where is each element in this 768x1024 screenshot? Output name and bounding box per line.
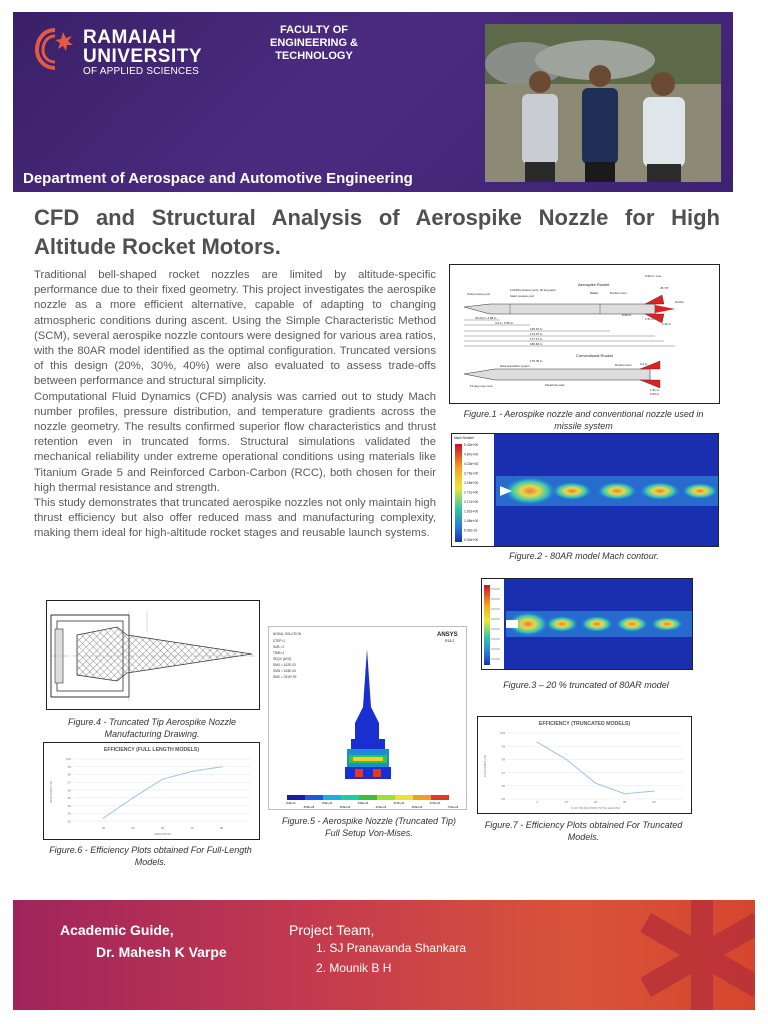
svg-text:0.00e+00: 0.00e+00 [464,538,479,542]
svg-text:.676E+09: .676E+09 [429,802,441,805]
figure-7-caption: Figure.7 - Efficiency Plots obtained For Truncated Models. [484,820,683,842]
svg-text:NODAL SOLUTION: NODAL SOLUTION [273,632,302,636]
svg-text:2 FADS pressure ports, 90 deg: 2 FADS pressure ports, 90 deg apart [510,288,556,292]
svg-text:2.17e+00: 2.17e+00 [464,500,479,504]
svg-text:TIME=1: TIME=1 [273,651,285,655]
x-tick-label: 80 [219,826,224,830]
figure-4-manufacturing-drawing [46,600,260,710]
svg-text:Parachute pack: Parachute pack [545,383,565,387]
y-tick-label: 94 [67,803,71,808]
svg-text:.761E+09: .761E+09 [447,806,459,809]
svg-text:Data acquisition system: Data acquisition system [500,364,530,368]
svg-text:R18.2: R18.2 [445,639,455,643]
y-axis-label: EFFICIENCY (%) [483,755,487,777]
x-tick-label: 70 [190,826,194,830]
svg-text:1.62e+00: 1.62e+00 [464,509,479,514]
svg-text:4.33e+00: 4.33e+00 [464,462,479,466]
svg-text:5.42e-01: 5.42e-01 [464,528,478,533]
data-point [595,783,596,784]
y-tick-label: 95 [501,797,505,802]
y-tick-label: 99 [67,764,71,769]
svg-text:3.25e+00: 3.25e+00 [464,481,479,485]
svg-text:.169E+09: .169E+09 [321,802,333,805]
svg-text:4.87e+00: 4.87e+00 [464,452,479,457]
data-point [537,742,538,743]
figure-4-caption: Figure.4 - Truncated Tip Aerospike Nozzle Manufacturing Drawing. [68,717,236,739]
figure-3-caption: Figure.3 – 20 % truncated of 80AR model [503,680,669,690]
svg-text:0.50 in.: 0.50 in. [650,392,660,396]
data-point [221,766,222,767]
svg-text:180.90 in.: 180.90 in. [530,342,544,346]
data-point [624,793,625,794]
svg-text:45.70°: 45.70° [660,286,669,290]
data-point [132,797,133,798]
svg-text:STEP=1: STEP=1 [273,639,285,643]
university-name-line3: OF APPLIED SCIENCES [83,66,200,77]
y-tick-label: 98 [67,772,71,777]
svg-text:Nozzle: Nozzle [675,300,684,304]
team-member: 2. Mounik B H [316,961,392,975]
svg-text:2.32 in.: 2.32 in. [662,322,672,326]
svg-text:Rocket motor: Rocket motor [610,291,627,295]
x-axis-label: % OF TRUNCATION (TOTAL LENGTH) [570,806,621,810]
team-heading: Project Team, [289,922,375,938]
data-point [191,771,192,772]
y-axis-label: EFFICIENCY (%) [49,781,53,803]
abstract-paragraph: Traditional bell-shaped rocket nozzles are limited by altitude-specific performance due to their fixed geometry. This project investigates the aerospike nozzle as a more efficient alternative, capable of adapting to changing atmospheric conditions during ascent. Using the Simple Characteristic Method (SCM), several aerospike nozzle contours were designed for various area ratios, with the 80AR model identified as the optimal configuration. Truncated versions of this design (20%, 30%, 40%) were also evaluated to assess trade-offs between performance and structural simplicity. [34,269,436,388]
y-tick-label: 97 [67,780,71,785]
svg-text:Mach Number: Mach Number [454,436,475,440]
svg-text:1.51 in.: 1.51 in. [645,317,655,321]
svg-text:2.0 in.: 2.0 in. [640,362,649,366]
svg-text:2.71e+00: 2.71e+00 [464,490,479,495]
svg-text:34.00 in. 4.68 in.: 34.00 in. 4.68 in. [475,316,498,320]
ansys-brand: ANSYS [437,632,458,638]
abstract-paragraph: Computational Fluid Dynamics (CFD) analysis was carried out to study Mach number profiles, pressure distribution, and temperature gradients across the nozzle geometry. The results confirmed superior flow characteristics and thrust retention even in truncated forms. Structural simulations validated the mechanical reliability under extreme operational conditions using materials like Titanium Grade 5 and Reinforced Carbon-Carbon (RCC), both chosen for their high thermal resistance and strength. [34,390,436,494]
data-point [162,779,163,780]
y-tick-label: 96 [67,788,71,793]
svg-text:Rocket motor: Rocket motor [615,363,632,367]
abstract-text [34,268,436,542]
figure-3-truncated-contour [481,578,693,670]
figure-2-caption: Figure.2 - 80AR model Mach contour. [509,551,659,561]
svg-text:.254E+09: .254E+09 [339,806,351,809]
y-tick-label: 95 [67,796,71,801]
svg-text:.153E-03: .153E-03 [285,802,296,805]
y-tick-label: 96 [501,784,505,788]
svg-text:5.42e+00: 5.42e+00 [464,443,479,447]
svg-text:DMX =.102E-03: DMX =.102E-03 [273,663,296,667]
team-photo [485,24,721,182]
svg-text:177.17 in.: 177.17 in. [530,337,544,341]
svg-text:13-deg nose cone: 13-deg nose cone [470,384,493,388]
team-member: 1. SJ Pranavanda Shankara [316,941,467,955]
svg-text:.845E+08: .845E+08 [303,806,315,809]
svg-text:.423E+09: .423E+09 [375,806,387,809]
x-axis-label: AREA RATIO [154,832,171,836]
x-tick-label: 40 [652,800,656,804]
figure-6-caption: Figure.6 - Efficiency Plots obtained For Full-Length Models. [49,845,252,867]
svg-text:SMN =.153E-03: SMN =.153E-03 [273,669,296,673]
chart-title: EFFICIENCY (FULL LENGTH MODELS) [103,747,200,753]
data-point [653,790,654,791]
x-tick-label: 20 [593,800,598,804]
svg-text:145.97 in.: 145.97 in. [530,327,544,331]
figure-6-efficiency-chart [43,742,260,840]
fig1-label-bottom: Conventional Rocket [576,353,613,358]
figure-2-mach-contour [451,433,719,547]
x-tick-label: 10 [564,800,569,804]
figure-1-caption: Figure.1 - Aerospike nozzle and conventional nozzle used in missile system [463,409,704,431]
svg-text:179.35 in.: 179.35 in. [530,359,544,363]
svg-text:.338E+09: .338E+09 [357,802,369,805]
svg-text:0.90 in. max: 0.90 in. max [645,274,662,278]
svg-text:SUB =1: SUB =1 [273,645,285,649]
figure-5-von-mises [268,626,467,810]
x-tick-label: 40 [101,826,106,830]
svg-text:Ballast: Ballast [590,291,599,295]
y-tick-label: 100 [499,731,505,736]
poster-title: CFD and Structural Analysis of Aerospike Nozzle for High Altitude Rocket Motors. [34,205,720,259]
svg-text:.592E+09: .592E+09 [411,806,423,809]
svg-text:172.97 in.: 172.97 in. [530,332,544,336]
svg-text:1.51 in.: 1.51 in. [650,388,660,392]
svg-text:Static pressure port: Static pressure port [510,294,535,298]
svg-text:Total pressure port: Total pressure port [467,292,491,296]
university-logo-icon [33,26,77,72]
y-tick-label: 97 [501,770,505,775]
footer-banner [13,900,755,1010]
chart-title: EFFICIENCY (TRUNCATED MODELS) [538,721,631,727]
university-name-line1: RAMAIAH [83,27,177,48]
header-banner [13,12,733,192]
department-name: Department of Aerospace and Automotive Engineering [23,170,413,187]
svg-text:1.08e+00: 1.08e+00 [464,519,479,523]
abstract-paragraph: This study demonstrates that truncated aerospike nozzles not only maintain high thrust efficiency but also offer reduced mass and manufacturing complexity, making them ideal for high-altitude rocket stages and reusable launch systems. [34,497,436,540]
y-tick-label: 98 [501,757,505,762]
x-tick-label: 60 [160,826,165,830]
svg-text:3.79e+00: 3.79e+00 [464,471,479,476]
x-tick-label: 0 [536,800,539,804]
figure-1-rocket-drawing [449,264,720,404]
y-tick-label: 93 [67,811,71,816]
university-name-line2: UNIVERSITY [83,46,203,67]
svg-text:SMX =.761E+09: SMX =.761E+09 [273,675,297,679]
faculty-label: FACULTY OF ENGINEERING & TECHNOLOGY [269,24,358,62]
data-point [566,759,567,760]
figure-7-efficiency-chart [477,716,692,814]
figure-5-caption: Figure.5 - Aerospike Nozzle (Truncated Tip) Full Setup Von-Mises. [282,816,456,838]
guide-heading: Academic Guide, [60,922,174,938]
svg-text:SEQV (AVG): SEQV (AVG) [273,657,292,661]
fig1-label-top: Aerospike Rocket [578,282,610,287]
y-tick-label: 92 [67,819,71,824]
svg-text:6.60 in.: 6.60 in. [622,313,632,317]
y-tick-label: 99 [501,744,505,749]
svg-text:4.6 in. 5.55 in.: 4.6 in. 5.55 in. [495,321,514,325]
y-tick-label: 100 [65,757,71,762]
x-tick-label: 30 [622,800,627,804]
svg-text:.507E+09: .507E+09 [393,802,405,805]
guide-name: Dr. Mahesh K Varpe [96,944,227,960]
x-tick-label: 50 [131,826,135,830]
data-point [103,817,104,818]
asterisk-logo-icon [641,900,755,1010]
